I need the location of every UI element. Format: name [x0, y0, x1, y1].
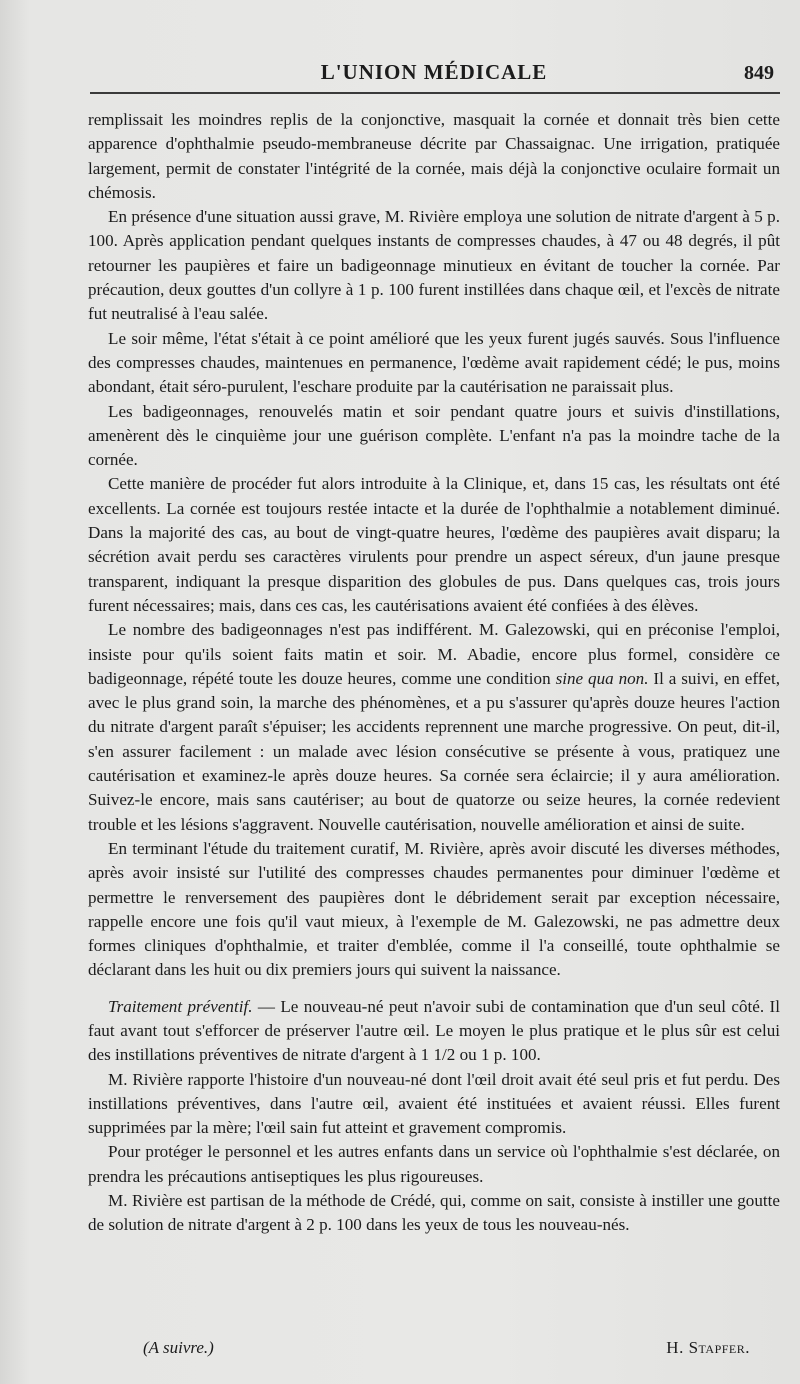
paragraph: Pour protéger le personnel et les autres enfants dans un service où l'ophthalmie s'est déclarée, on prendra les précautions antiseptiques les plus rigoureuses. — [88, 1142, 780, 1186]
paragraph: remplissait les moindres replis de la conjonctive, masquait la cornée et donnait très bien cette apparence d'ophthalmie pseudo-membraneuse décrite par Chassaignac. Une irrigation, pratiquée largement, permit de constater l'intégrité de la cornée, mais déjà la conjonctive oculaire formait un chémosis. — [88, 110, 780, 202]
paragraph-text: Le nombre des badigeonnages n'est pas indifférent. M. Galezowski, qui en préconise l'emploi, insiste pour qu'ils soient faits matin et soir. M. Abadie, encore plus formel, considère ce badigeonnage, répété toute les douze heures, comme une condition — [88, 620, 780, 688]
paragraph-text: Il a suivi, en effet, avec le plus grand soin, la marche des phénomènes, et a pu s'assurer qu'après douze heures l'action du nitrate d'argent paraît s'épuiser; les accidents reprennent une marche progressive. On peut, dit-il, s'en assurer facilement : un malade avec lésion consécutive se présente à vous, pratiquez une cautérisation et examinez-le après douze heures. Sa cornée sera éclaircie; il y aura amélioration. Suivez-le encore, mais sans cautériser; au bout de quatorze ou seize heures, la cornée redevient trouble et les lésions s'aggravent. Nouvelle cautérisation, nouvelle amélioration et ainsi de suite. — [88, 668, 781, 834]
running-header — [88, 60, 780, 90]
paragraph: En présence d'une situation aussi grave, M. Rivière employa une solution de nitrate d'argent à 5 p. 100. Après application pendant quelques instants de compresses chaudes, à 47 ou 48 degrés, il pût retourner les paupières et faire un badigeonnage minutieux en évitant de toucher la cornée. Par précaution, deux gouttes d'un collyre à 1 p. 100 furent instillées dans chaque œil, et l'excès de nitrate fut neutralisé à l'eau salée. — [88, 207, 780, 324]
paragraph: Les badigeonnages, renouvelés matin et soir pendant quatre jours et suivis d'instillations, amenèrent dès le cinquième jour une guérison complète. L'enfant n'a pas la moindre tache de la cornée. — [88, 401, 780, 470]
section-heading: Traitement préventif. — [108, 996, 253, 1016]
article-body — [88, 108, 780, 1238]
journal-title: L'UNION MÉDICALE — [320, 60, 548, 84]
paragraph-text: — Le nouveau-né peut n'avoir subi de contamination que d'un seul côté. Il faut avant tout s'efforcer de préserver l'autre œil. Le moyen le plus pratique et le plus sûr est celui des instillations préventives de nitrate d'argent à 1 1/2 ou 1 p. 100. — [88, 996, 780, 1065]
paragraph — [88, 618, 780, 837]
page-footer — [88, 1338, 780, 1364]
paragraph: En terminant l'étude du traitement curatif, M. Rivière, après avoir discuté les diverses méthodes, après avoir insisté sur l'utilité des compresses chaudes permanentes pour diminuer l'œdème et permettre le renversement des paupières dont le débridement serait par exception nécessaire, rappelle encore une fois qu'il vaut mieux, à l'exemple de M. Galezowski, ne pas admettre deux formes cliniques d'ophthalmie, et traiter d'emblée, comme il l'a conseillé, toute ophthalmie se déclarant dans les huit ou dix premiers jours qui suivent la naissance. — [88, 838, 780, 980]
italic-phrase: sine qua non. — [555, 668, 649, 688]
page-number: 849 — [744, 62, 774, 84]
paragraph: Cette manière de procéder fut alors introduite à la Clinique, et, dans 15 cas, les résultats ont été excellents. La cornée est toujours restée intacte et la durée de l'ophthalmie a notablement diminué. Dans la majorité des cas, au bout de vingt-quatre heures, l'œdème des paupières avait disparu; la sécrétion avait perdu ses caractères virulents pour prendre un aspect séreux, d'un jaune presque transparent, indiquant la presque disparition des globules de pus. Dans quelques cas, trois jours furent nécessaires; mais, dans ces cas, les cautérisations avaient été confiées à des élèves. — [88, 474, 780, 615]
header-rule — [90, 92, 780, 94]
paragraph: M. Rivière est partisan de la méthode de Crédé, qui, comme on sait, consiste à instiller une goutte de solution de nitrate d'argent à 2 p. 100 dans les yeux de tous les nouveau-nés. — [88, 1191, 780, 1235]
paragraph: M. Rivière rapporte l'histoire d'un nouveau-né dont l'œil droit avait été seul pris et fut perdu. Des instillations préventives, dans l'autre œil, avaient été instituées et avaient réussi. Elles furent supprimées par la mère; l'œil sain fut atteint et gravement compromis. — [88, 1069, 780, 1138]
paragraph: Le soir même, l'état s'était à ce point amélioré que les yeux furent jugés sauvés. Sous l'influence des compresses chaudes, maintenues en permanence, l'œdème avait rapidement cédé; le pus, moins abondant, était séro-purulent, l'eschare produite par la cautérisation ne paraissait plus. — [88, 328, 780, 397]
continued-note: (A suivre.) — [143, 1338, 214, 1357]
paragraph — [88, 995, 780, 1068]
author-signature: H. Stapfer. — [666, 1338, 750, 1357]
